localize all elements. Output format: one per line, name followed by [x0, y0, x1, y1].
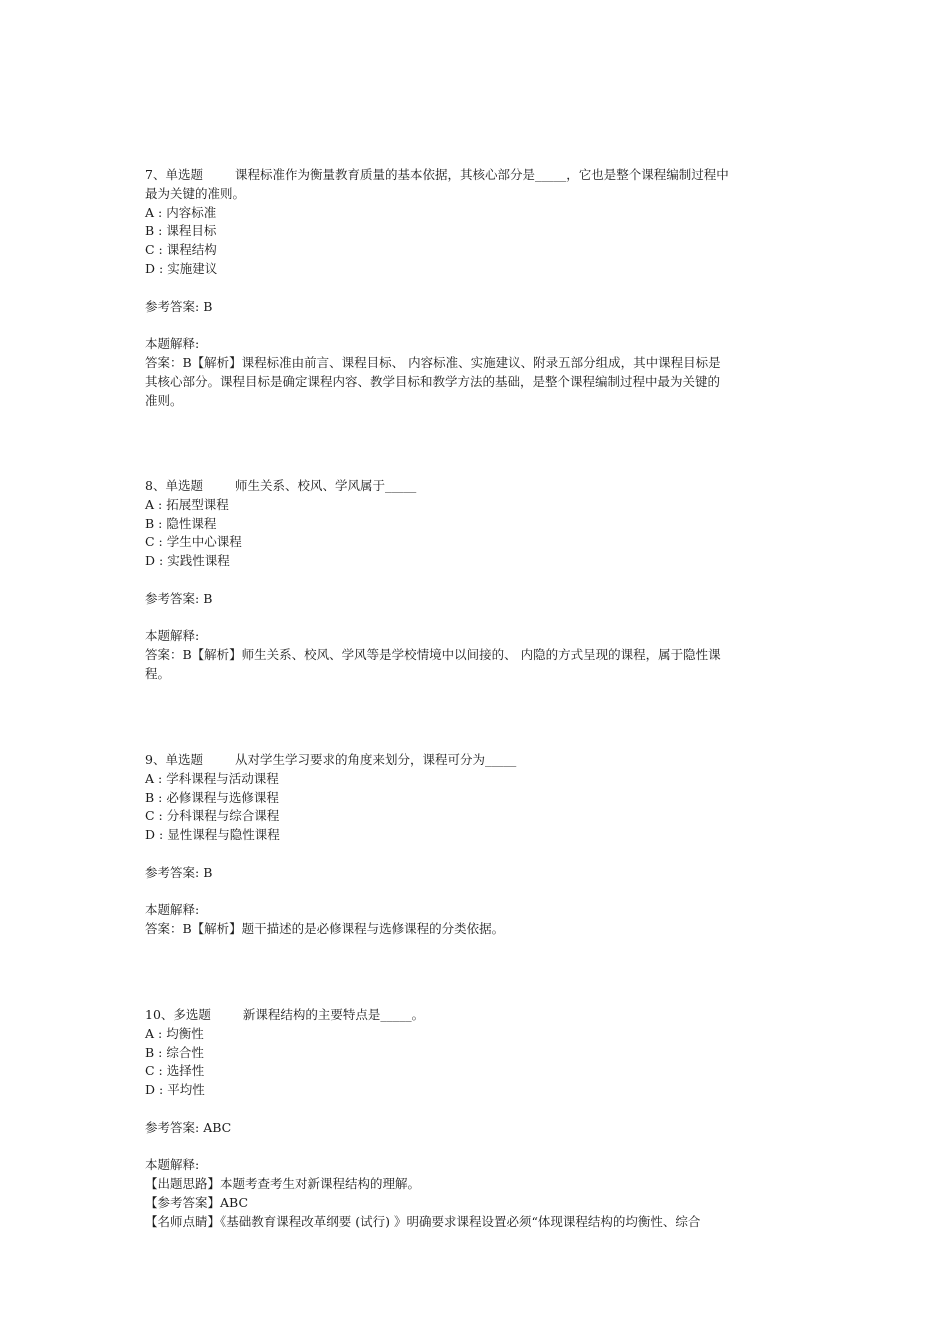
option-c: C : 课程结构	[145, 242, 217, 258]
explanation-label: 本题解释:	[145, 1157, 200, 1173]
explanation-label: 本题解释:	[145, 628, 200, 644]
explanation-line: 程。	[145, 665, 171, 681]
question-type: 单选题	[165, 752, 203, 767]
answer-label: 参考答案:	[145, 298, 200, 314]
answer-label: 参考答案:	[145, 1119, 200, 1135]
option-b: B : 必修课程与选修课程	[145, 789, 279, 805]
question-number: 9、	[145, 752, 166, 767]
explanation-line: 答案：B【解析】题干描述的是必修课程与选修课程的分类依据。	[145, 921, 505, 937]
question-type: 单选题	[165, 167, 203, 182]
option-c: C : 分科课程与综合课程	[145, 808, 280, 824]
answer-label: 参考答案:	[145, 864, 200, 880]
option-d: D : 平均性	[145, 1082, 205, 1098]
option-d: D : 显性课程与隐性课程	[145, 827, 280, 843]
question-number: 8、	[145, 478, 166, 493]
answer-label: 参考答案:	[145, 590, 200, 606]
answer-value: ABC	[203, 1119, 232, 1135]
question-number: 7、	[145, 167, 166, 182]
option-a: A : 学科课程与活动课程	[145, 770, 279, 786]
explanation-label: 本题解释:	[145, 336, 200, 352]
option-a: A : 均衡性	[145, 1025, 204, 1041]
question-stem	[145, 751, 810, 770]
option-c: C : 学生中心课程	[145, 534, 242, 550]
answer-line	[145, 1119, 810, 1138]
explanation-line: 答案：B【解析】师生关系、校风、学风等是学校情境中以间接的、 内隐的方式呈现的课程，属于隐性课	[145, 647, 721, 663]
answer-line	[145, 298, 810, 317]
question-stem	[145, 1006, 810, 1025]
question-stem	[145, 166, 810, 185]
question-stem-line: 最为关键的准则。	[145, 185, 246, 201]
question-number: 10、	[145, 1007, 174, 1022]
question-stem-line: 从对学生学习要求的角度来划分，课程可分为_____	[234, 752, 517, 767]
option-d: D : 实践性课程	[145, 553, 230, 569]
option-a: A : 内容标准	[145, 204, 217, 220]
question-stem-line: 新课程结构的主要特点是_____。	[242, 1007, 425, 1022]
option-c: C : 选择性	[145, 1063, 205, 1079]
explanation-line: 【名师点睛】《基础教育课程改革纲要 (试行) 》明确要求课程设置必须“体现课程结构的均衡性、综合	[145, 1213, 701, 1229]
explanation-line: 【参考答案】ABC	[145, 1194, 249, 1210]
answer-value: B	[203, 590, 213, 606]
explanation-label: 本题解释:	[145, 902, 200, 918]
explanation-line: 【出题思路】本题考查考生对新课程结构的理解。	[145, 1176, 421, 1192]
option-b: B : 综合性	[145, 1044, 204, 1060]
question-stem-line: 师生关系、校风、学风属于_____	[234, 478, 417, 493]
question-8	[145, 477, 810, 684]
option-a: A : 拓展型课程	[145, 496, 229, 512]
answer-value: B	[203, 298, 213, 314]
question-10	[145, 1006, 810, 1232]
question-9	[145, 751, 810, 939]
answer-line	[145, 590, 810, 609]
answer-value: B	[203, 864, 213, 880]
option-b: B : 隐性课程	[145, 515, 217, 531]
question-7	[145, 166, 810, 410]
option-b: B : 课程目标	[145, 223, 217, 239]
question-stem	[145, 477, 810, 496]
question-type: 多选题	[173, 1007, 211, 1022]
explanation-line: 准则。	[145, 392, 183, 408]
question-stem-line: 课程标准作为衡量教育质量的基本依据，其核心部分是_____，它也是整个课程编制过程中	[234, 167, 729, 182]
explanation-line: 答案：B【解析】课程标准由前言、课程目标、 内容标准、实施建议、附录五部分组成，其中课程目标是	[145, 354, 721, 370]
option-d: D : 实施建议	[145, 260, 218, 276]
explanation-line: 其核心部分。课程目标是确定课程内容、教学目标和教学方法的基础，是整个课程编制过程中最为关键的	[145, 373, 721, 389]
question-type: 单选题	[165, 478, 203, 493]
answer-line	[145, 864, 810, 883]
